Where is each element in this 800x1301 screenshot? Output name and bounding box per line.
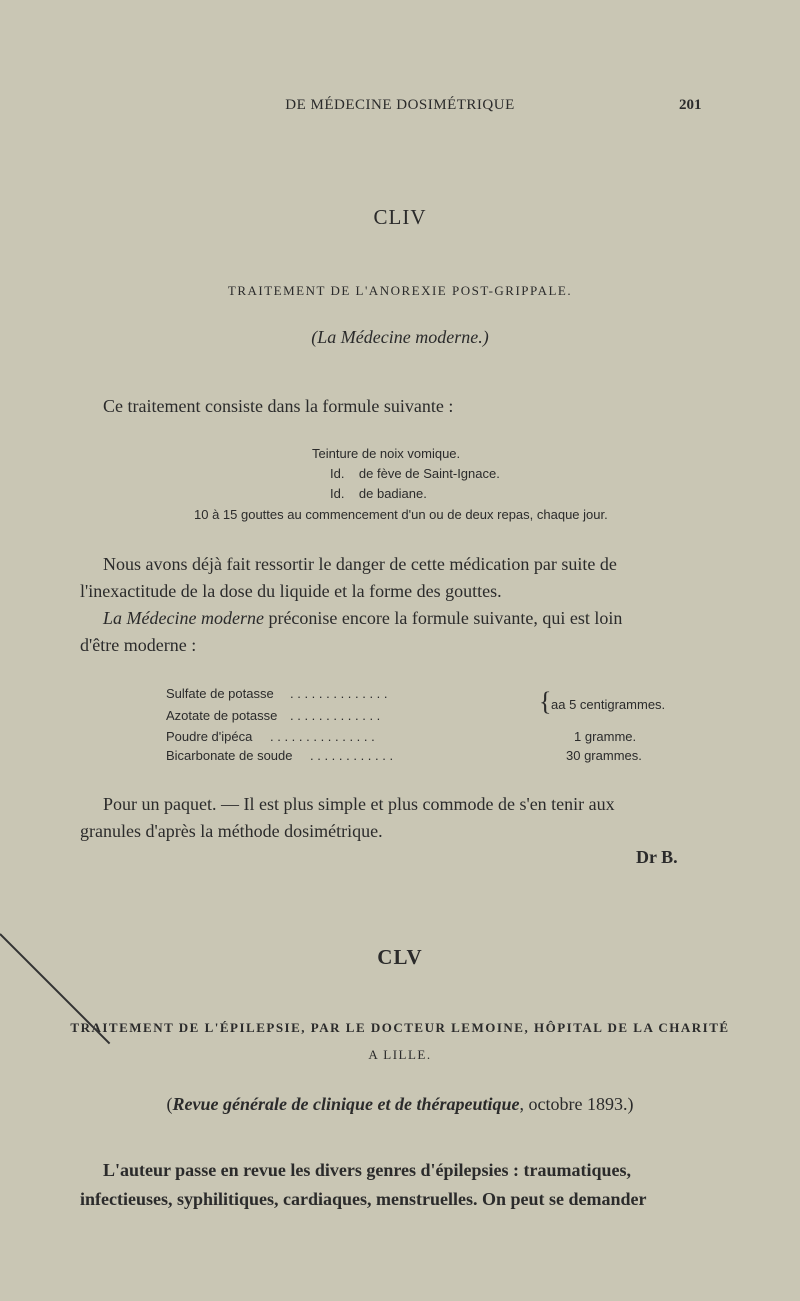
section-title-cliv: TRAITEMENT DE L'ANOREXIE POST-GRIPPALE.	[227, 283, 573, 298]
running-header: DE MÉDECINE DOSIMÉTRIQUE	[285, 97, 515, 113]
paragraph-2-line-2: d'être moderne :	[80, 635, 197, 655]
signature: Dr B.	[636, 847, 678, 867]
brace-dose: aa 5 centigrammes.	[551, 697, 666, 712]
page-number: 201	[679, 97, 702, 113]
source-citation-clv: (Revue générale de clinique et de thérapeutique, octobre 1893.)	[166, 1094, 634, 1114]
section-title-clv-line-2: A LILLE.	[368, 1047, 432, 1062]
leader-dots: . . . . . . . . . . . . . .	[290, 686, 388, 701]
section-number-cliv: CLIV	[373, 205, 427, 229]
formula-line-2: Id. de fève de Saint-Ignace.	[330, 466, 500, 481]
prescription-dose: 30 grammes.	[566, 748, 642, 763]
prescription-item: Bicarbonate de soude	[166, 748, 293, 763]
paragraph-2-line-1: La Médecine moderne préconise encore la formule suivante, qui est loin	[103, 608, 623, 628]
prescription-item: Sulfate de potasse	[166, 686, 274, 701]
journal-name: Revue générale de clinique et de thérapeutique	[172, 1094, 520, 1114]
leader-dots: . . . . . . . . . . . . . . .	[270, 729, 375, 744]
source-citation-cliv: (La Médecine moderne.)	[311, 327, 489, 347]
body-line-2: infectieuses, syphilitiques, cardiaques, menstruelles. On peut se demander	[80, 1189, 647, 1209]
paragraph-1-line-2: l'inexactitude de la dose du liquide et la forme des gouttes.	[80, 581, 502, 601]
formula-line-3: Id. de badiane.	[330, 486, 427, 501]
leader-dots: . . . . . . . . . . . . .	[290, 708, 381, 723]
intro-paragraph: Ce traitement consiste dans la formule suivante :	[103, 396, 454, 416]
section-title-clv-line-1: TRAITEMENT DE L'ÉPILEPSIE, PAR LE DOCTEUR LEMOINE, HÔPITAL DE LA CHARITÉ	[70, 1020, 730, 1035]
closing-line-1: Pour un paquet. — Il est plus simple et plus commode de s'en tenir aux	[103, 794, 615, 814]
section-number-clv: CLV	[377, 945, 423, 969]
leader-dots: . . . . . . . . . . . .	[310, 748, 394, 763]
closing-line-2: granules d'après la méthode dosimétrique.	[80, 821, 383, 841]
brace: {	[539, 687, 552, 716]
formula-line-1: Teinture de noix vomique.	[312, 446, 461, 461]
prescription-item: Poudre d'ipéca	[166, 729, 253, 744]
prescription-item: Azotate de potasse	[166, 708, 278, 723]
journal-name: La Médecine moderne	[103, 608, 264, 628]
body-line-1: L'auteur passe en revue les divers genres d'épilepsies : traumatiques,	[103, 1160, 631, 1180]
paragraph-1-line-1: Nous avons déjà fait ressortir le danger de cette médication par suite de	[103, 554, 617, 574]
formula-dosage: 10 à 15 gouttes au commencement d'un ou de deux repas, chaque jour.	[194, 507, 608, 522]
prescription-dose: 1 gramme.	[574, 729, 637, 744]
